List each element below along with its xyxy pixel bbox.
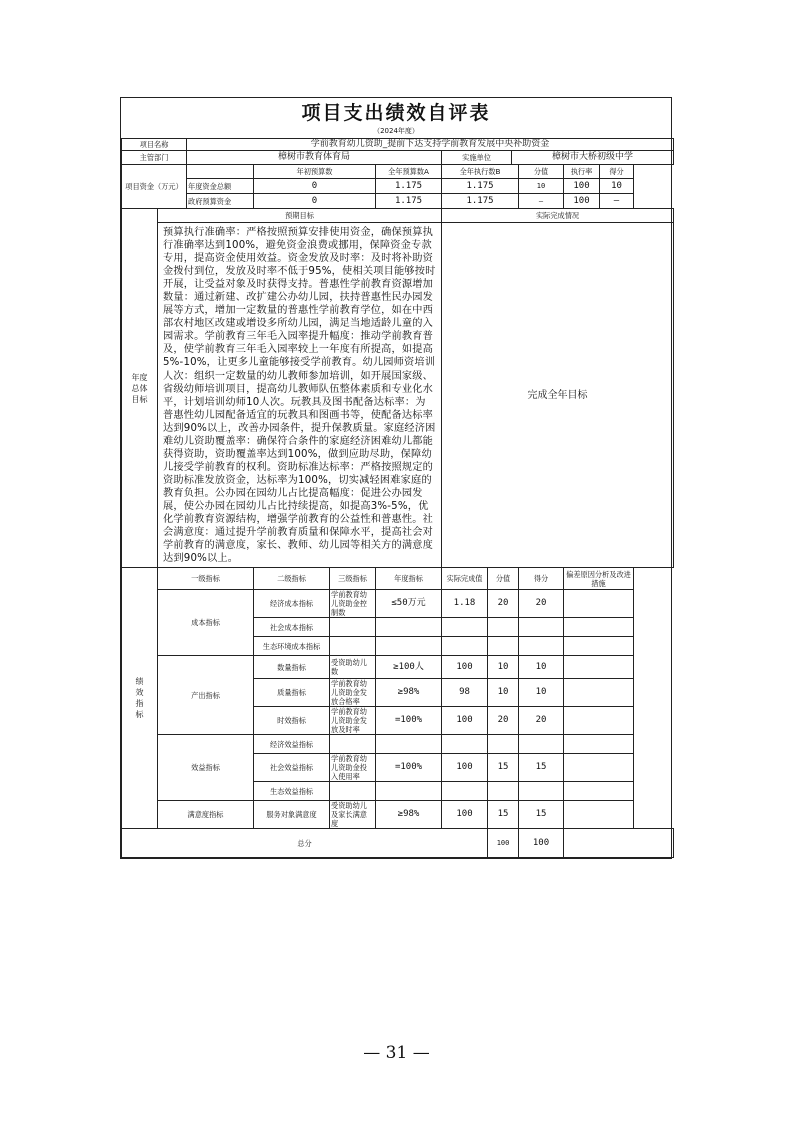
level1-indicator: 成本指标: [158, 590, 254, 656]
got-value: 10: [519, 679, 564, 707]
funds-value: 1.175: [376, 179, 442, 194]
level1-indicator: 产出指标: [158, 656, 254, 735]
dept-label: 主管部门: [122, 151, 187, 165]
deviation-analysis: [564, 637, 634, 656]
deviation-analysis: [564, 590, 634, 618]
exec-unit-value: 樟树市大桥初级中学: [512, 151, 674, 165]
annual-target: [376, 735, 442, 754]
funds-header: 全年预算数A: [376, 165, 442, 179]
got-value: [519, 782, 564, 801]
got-value: [519, 735, 564, 754]
got-value: 20: [519, 707, 564, 735]
got-value: 10: [519, 656, 564, 679]
project-name-value: 学前教育幼儿资助_提前下达支持学前教育发展中央补助资金: [187, 139, 674, 151]
table-row: [122, 568, 674, 590]
actual-value: 100: [442, 754, 488, 782]
funds-value: 1.175: [442, 194, 519, 209]
annual-target: [376, 782, 442, 801]
table-row: [122, 656, 674, 679]
table-row: [122, 735, 674, 754]
funds-header: 年初预算数: [254, 165, 376, 179]
level2-indicator: 时效指标: [254, 707, 330, 735]
score-value: [488, 735, 519, 754]
annual-target: =100%: [376, 707, 442, 735]
score-value: 15: [488, 754, 519, 782]
level2-indicator: 经济成本指标: [254, 590, 330, 618]
level2-indicator: 数量指标: [254, 656, 330, 679]
total-got: 100: [519, 829, 564, 858]
level3-indicator: [330, 735, 376, 754]
level3-indicator: [330, 618, 376, 637]
deviation-analysis: [564, 618, 634, 637]
actual-value: [442, 782, 488, 801]
funds-value: 100: [564, 179, 600, 194]
deviation-analysis: [564, 679, 634, 707]
annual-target: ≥100人: [376, 656, 442, 679]
form-title: 项目支出绩效自评表: [301, 102, 491, 124]
annual-target: ≤50万元: [376, 590, 442, 618]
level2-indicator: 社会效益指标: [254, 754, 330, 782]
table-row: [122, 165, 674, 179]
level3-indicator: 学前教育幼儿资助金控制数: [330, 590, 376, 618]
expected-goal-header: 预期目标: [158, 209, 442, 223]
level2-indicator: 质量指标: [254, 679, 330, 707]
deviation-analysis: [564, 735, 634, 754]
funds-label: 项目资金（万元）: [122, 165, 187, 209]
total-score: 100: [488, 829, 519, 858]
actual-value: 98: [442, 679, 488, 707]
form-table: [121, 138, 674, 858]
actual-value: 100: [442, 801, 488, 829]
ind-header: 实际完成值: [442, 568, 488, 590]
got-value: 20: [519, 590, 564, 618]
ind-header: 偏差原因分析及改进措施: [564, 568, 634, 590]
level3-indicator: 学前教育幼儿资助金发放及时率: [330, 707, 376, 735]
annual-target: =100%: [376, 754, 442, 782]
funds-value: 1.175: [442, 179, 519, 194]
got-value: 15: [519, 754, 564, 782]
score-value: 10: [488, 656, 519, 679]
funds-value: —: [519, 194, 564, 209]
actual-value: [442, 637, 488, 656]
actual-value: 1.18: [442, 590, 488, 618]
level3-indicator: 学前教育幼儿资助金投入使用率: [330, 754, 376, 782]
score-value: 20: [488, 590, 519, 618]
score-value: 10: [488, 679, 519, 707]
actual-value: 100: [442, 656, 488, 679]
funds-header: 执行率: [564, 165, 600, 179]
annual-target: ≥98%: [376, 801, 442, 829]
table-row: [122, 194, 674, 209]
deviation-analysis: [564, 801, 634, 829]
annual-target: [376, 618, 442, 637]
funds-header-blank: [187, 165, 254, 179]
goals-label: 年度总体目标: [122, 209, 158, 568]
ind-header: 分值: [488, 568, 519, 590]
score-value: [488, 782, 519, 801]
level3-indicator: 受资助幼儿及家长满意度: [330, 801, 376, 829]
funds-value: 100: [564, 194, 600, 209]
score-value: 20: [488, 707, 519, 735]
got-value: 15: [519, 801, 564, 829]
level3-indicator: 学前教育幼儿资助金发放合格率: [330, 679, 376, 707]
evaluation-form: [120, 97, 672, 859]
score-value: 15: [488, 801, 519, 829]
ind-header: 二级指标: [254, 568, 330, 590]
deviation-analysis: [564, 656, 634, 679]
form-year: （2024年度）: [373, 127, 419, 135]
funds-header: 全年执行数B: [442, 165, 519, 179]
indicators-label: 绩效指标: [122, 568, 158, 829]
level3-indicator: [330, 637, 376, 656]
annual-target: [376, 637, 442, 656]
funds-value: 0: [254, 194, 376, 209]
actual-value: [442, 618, 488, 637]
annual-target: ≥98%: [376, 679, 442, 707]
expected-goal-text: 预算执行准确率：严格按照预算安排使用资金，确保预算执行准确率达到100%，避免资金浪费或挪用，保障资金专款专用，提高资金使用效益。资金发放及时率：及时将补助资金拨付到位，发放及时率不低于95%，使相关项目能够按时开展，让受益对象及时获得支持。普惠性学前教育资源增加数量：通过新建、改扩建公办幼儿园，扶持普惠性民办园发展等方式，增加一定数量的普惠性学前教育学位，如在中西部农村地区改建或增设多所幼儿园，满足当地适龄儿童的入园需求。学前教育三年毛入园率提升幅度：推动学前教育普及，使学前教育三年毛入园率较上一年度有所提高，如提高5%-10%，让更多儿童能够接受学前教育。幼儿园师资培训人次：组织一定数量的幼儿教师参加培训，如开展国家级、省级幼师培训项目，提高幼儿教师队伍整体素质和专业化水平，计划培训幼师10人次。玩教具及图书配备达标率：为普惠性幼儿园配备适宜的玩教具和图画书等，使配备达标率达到90%以上，改善办园条件，提升保教质量。家庭经济困难幼儿资助覆盖率：确保符合条件的家庭经济困难幼儿都能获得资助，资助覆盖率达到100%，做到应助尽助，保障幼儿接受学前教育的权利。资助标准达标率：严格按照规定的资助标准发放资金，达标率为100%，切实减轻困难家庭的教育负担。公办园在园幼儿占比提高幅度：促进公办园发展，使公办园在园幼儿占比持续提高，如提高3%-5%，优化学前教育资源结构，增强学前教育的公益性和普惠性。社会满意度：通过提升学前教育质量和保障水平，提高社会对学前教育的满意度，家长、教师、幼儿园等相关方的满意度达到90%以上。: [158, 223, 442, 568]
exec-unit-label: 实施单位: [442, 151, 512, 165]
funds-header: 得分: [600, 165, 634, 179]
actual-result-header: 实际完成情况: [442, 209, 674, 223]
deviation-analysis: [564, 754, 634, 782]
table-row: [122, 590, 674, 618]
project-name-label: 项目名称: [122, 139, 187, 151]
ind-header: 得分: [519, 568, 564, 590]
actual-value: [442, 735, 488, 754]
table-row: [122, 223, 674, 568]
level1-indicator: 满意度指标: [158, 801, 254, 829]
funds-value: 1.175: [376, 194, 442, 209]
level3-indicator: [330, 782, 376, 801]
total-label: 总分: [122, 829, 488, 858]
level2-indicator: 服务对象满意度: [254, 801, 330, 829]
table-row: [122, 179, 674, 194]
table-row: [122, 801, 674, 829]
deviation-analysis: [564, 707, 634, 735]
table-row: [122, 209, 674, 223]
funds-row-name: 政府预算资金: [187, 194, 254, 209]
page-number: — 31 —: [363, 1043, 430, 1063]
funds-value: 10: [519, 179, 564, 194]
ind-header: 年度指标: [376, 568, 442, 590]
got-value: [519, 637, 564, 656]
ind-header: 一级指标: [158, 568, 254, 590]
score-value: [488, 618, 519, 637]
dept-value: 樟树市教育体育局: [187, 151, 442, 165]
level2-indicator: 生态环境成本指标: [254, 637, 330, 656]
table-row: [122, 139, 674, 151]
funds-value: 10: [600, 179, 634, 194]
table-row: [122, 151, 674, 165]
funds-header: 分值: [519, 165, 564, 179]
score-value: [488, 637, 519, 656]
deviation-analysis: [564, 782, 634, 801]
actual-value: 100: [442, 707, 488, 735]
funds-row-name: 年度资金总额: [187, 179, 254, 194]
level1-indicator: 效益指标: [158, 735, 254, 801]
funds-value: —: [600, 194, 634, 209]
total-blank: [564, 829, 674, 858]
actual-result-text: 完成全年目标: [442, 223, 674, 568]
level3-indicator: 受资助幼儿数: [330, 656, 376, 679]
got-value: [519, 618, 564, 637]
level2-indicator: 经济效益指标: [254, 735, 330, 754]
ind-header: 三级指标: [330, 568, 376, 590]
level2-indicator: 社会成本指标: [254, 618, 330, 637]
funds-value: 0: [254, 179, 376, 194]
level2-indicator: 生态效益指标: [254, 782, 330, 801]
table-row: [122, 829, 674, 858]
